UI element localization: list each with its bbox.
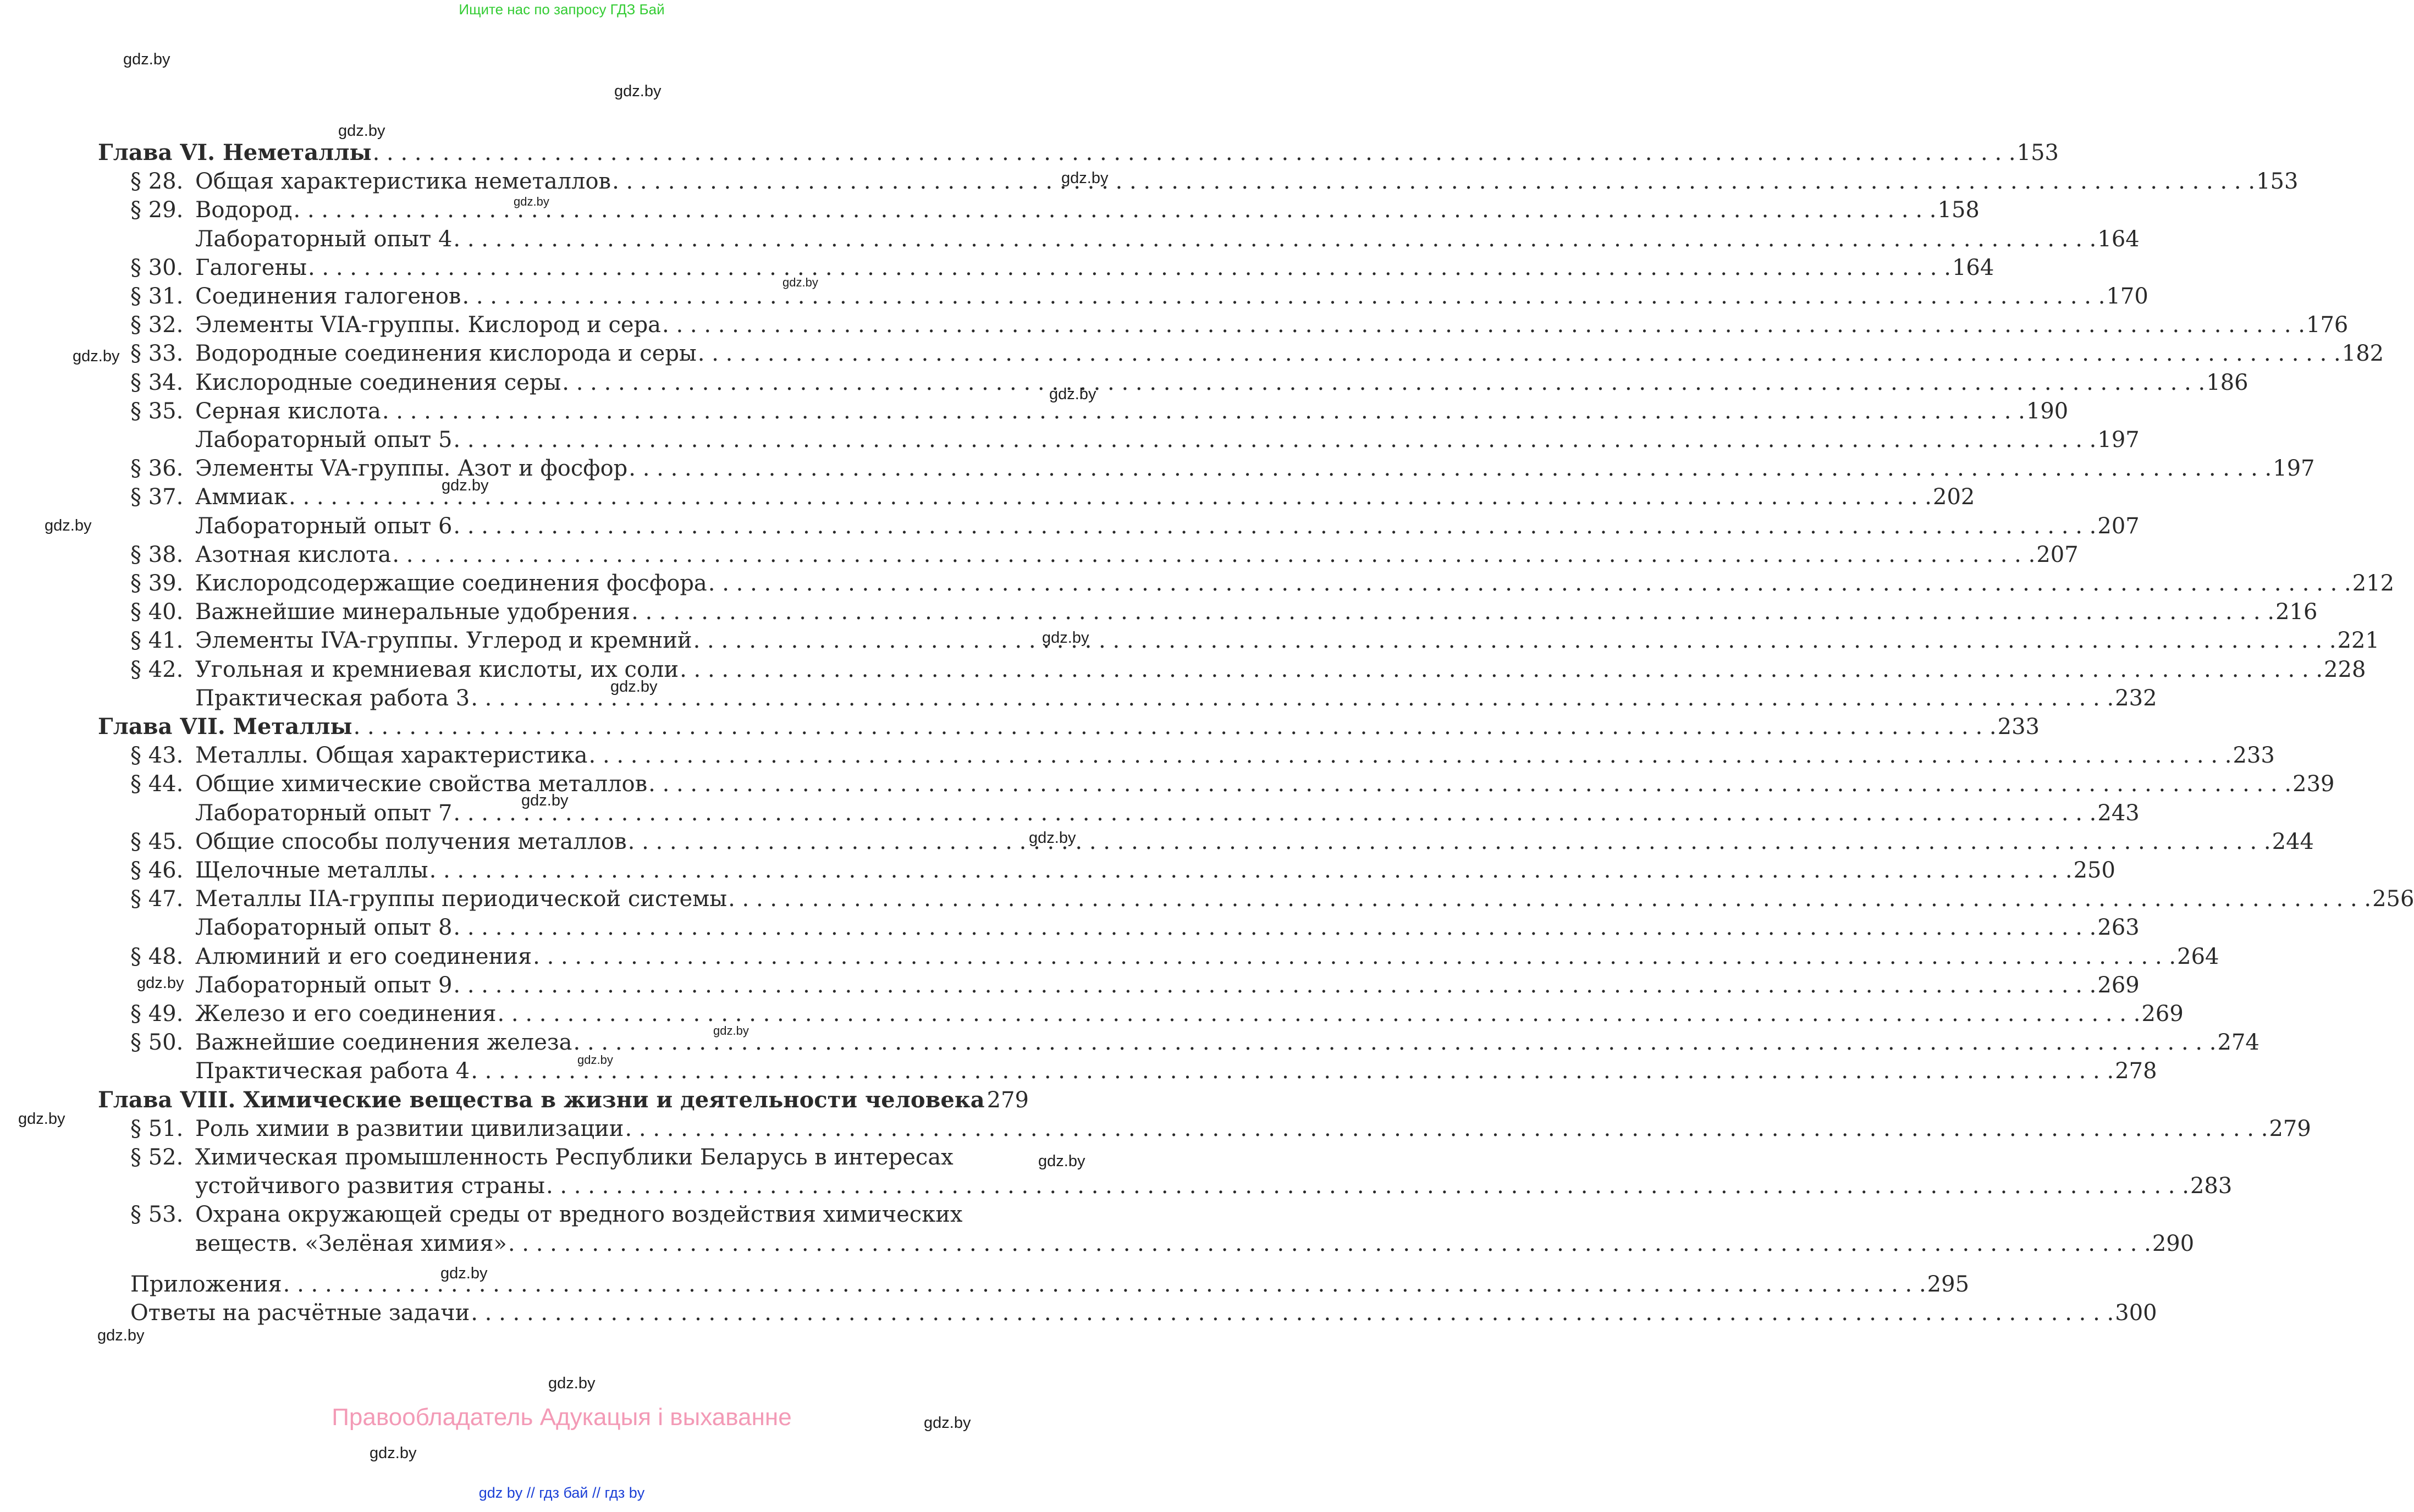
toc-leader-dots bbox=[612, 167, 2255, 196]
toc-entry-row[interactable] bbox=[0, 741, 2275, 770]
watermark: gdz.by bbox=[548, 1375, 596, 1392]
watermark: gdz.by bbox=[97, 1327, 145, 1344]
toc-leader-dots bbox=[589, 741, 2232, 770]
toc-leader-dots bbox=[648, 770, 2291, 798]
toc-page-number: 153 bbox=[2256, 169, 2299, 195]
top-banner[interactable]: Ищите нас по запросу ГДЗ Бай bbox=[459, 1, 665, 18]
toc-title: Металлы IIA-группы периодической системы bbox=[195, 886, 727, 912]
watermark: gdz.by bbox=[924, 1414, 971, 1432]
toc-page-number: 197 bbox=[2273, 456, 2315, 482]
toc-title: Железо и его соединения bbox=[195, 1001, 497, 1027]
toc-title: Практическая работа 3 bbox=[195, 685, 470, 711]
watermark: gdz.by bbox=[614, 82, 662, 100]
toc-section-number: § 42. bbox=[130, 656, 184, 682]
toc-section-number: § 53. bbox=[130, 1202, 184, 1228]
toc-entry-row[interactable] bbox=[0, 426, 2140, 454]
toc-leader-dots bbox=[382, 397, 2025, 426]
toc-title: Лабораторный опыт 9 bbox=[195, 972, 453, 998]
watermark: gdz.by bbox=[440, 1265, 488, 1282]
watermark: gdz.by bbox=[1061, 169, 1109, 187]
toc-page-number: 232 bbox=[2115, 685, 2157, 711]
toc-leader-dots bbox=[728, 885, 2371, 913]
toc-section-number: § 47. bbox=[130, 886, 184, 912]
toc-entry-row[interactable] bbox=[0, 1172, 2233, 1200]
toc-leader-dots bbox=[294, 196, 1937, 224]
toc-title: Лабораторный опыт 4 bbox=[195, 226, 453, 252]
toc-section-number: § 48. bbox=[130, 943, 184, 969]
toc-page-number: 164 bbox=[1952, 255, 1994, 280]
toc-entry-row[interactable] bbox=[0, 856, 2115, 885]
toc-entry-row[interactable] bbox=[0, 942, 2219, 971]
toc-page-number: 164 bbox=[2097, 226, 2140, 252]
toc-leader-dots bbox=[289, 483, 1932, 511]
toc-page-number: 221 bbox=[2337, 628, 2379, 654]
toc-entry-row[interactable] bbox=[0, 827, 2314, 856]
watermark: gdz.by bbox=[442, 477, 489, 494]
toc-section-number: § 44. bbox=[130, 771, 184, 797]
toc-page-number: 176 bbox=[2306, 312, 2349, 338]
toc-page-number: 279 bbox=[2269, 1116, 2311, 1141]
toc-title: Глава VIII. Химические вещества в жизни и деятельности человека bbox=[98, 1086, 985, 1113]
toc-entry-row[interactable] bbox=[0, 253, 1994, 282]
toc-page-number: 207 bbox=[2097, 513, 2140, 539]
toc-chapter-row[interactable] bbox=[0, 1086, 1123, 1114]
toc-title: Лабораторный опыт 8 bbox=[195, 915, 453, 941]
toc-entry-row[interactable] bbox=[0, 1143, 1123, 1172]
toc-title: Щелочные металлы bbox=[195, 858, 428, 883]
toc-page-number: 269 bbox=[2141, 1001, 2184, 1027]
toc-entry-row[interactable] bbox=[0, 368, 2248, 397]
toc-title: Элементы IVA-группы. Углерод и кремний bbox=[195, 628, 692, 654]
toc-entry-row[interactable] bbox=[0, 1299, 2157, 1327]
toc-chapter-row[interactable] bbox=[0, 713, 2040, 741]
toc-page-number: 278 bbox=[2115, 1058, 2157, 1084]
toc-title: Важнейшие соединения железа bbox=[195, 1030, 572, 1056]
toc-page-number: 250 bbox=[2073, 858, 2115, 883]
toc-title: Лабораторный опыт 7 bbox=[195, 800, 453, 826]
toc-entry-row[interactable] bbox=[0, 483, 1975, 511]
watermark: gdz.by bbox=[73, 347, 120, 365]
toc-title: Глава VII. Металлы bbox=[98, 714, 352, 740]
watermark: gdz.by bbox=[1029, 829, 1076, 847]
watermark: gdz.by bbox=[338, 122, 385, 140]
toc-page-number: 243 bbox=[2097, 800, 2140, 826]
toc-title: Угольная и кремниевая кислоты, их соли bbox=[195, 656, 679, 682]
toc-leader-dots bbox=[471, 1299, 2114, 1327]
toc-entry-row[interactable] bbox=[0, 196, 1980, 224]
toc-page-number: 153 bbox=[2016, 140, 2059, 165]
toc-section-number: § 41. bbox=[130, 628, 184, 654]
toc-leader-dots bbox=[625, 1114, 2268, 1143]
toc-leader-dots bbox=[546, 1172, 2189, 1200]
toc-entry-row[interactable] bbox=[0, 454, 2315, 483]
toc-leader-dots bbox=[453, 512, 2096, 540]
toc-entry-row[interactable] bbox=[0, 770, 2335, 798]
toc-section-number: § 34. bbox=[130, 369, 184, 395]
bottom-links[interactable]: gdz by // гдз бай // гдз by bbox=[478, 1485, 645, 1501]
toc-leader-dots bbox=[471, 1057, 2114, 1085]
toc-title: Аммиак bbox=[195, 484, 288, 510]
toc-section-number: § 32. bbox=[130, 312, 184, 338]
toc-leader-dots bbox=[453, 799, 2096, 827]
toc-leader-dots bbox=[392, 540, 2035, 569]
toc-entry-row[interactable] bbox=[0, 1000, 2184, 1028]
toc-entry-row[interactable] bbox=[0, 339, 2384, 368]
copyright-notice: Правообладатель Адукацыя і выхаванне bbox=[332, 1404, 792, 1431]
toc-entry-row[interactable] bbox=[0, 799, 2140, 827]
toc-entry-row[interactable] bbox=[0, 540, 2079, 569]
toc-leader-dots bbox=[693, 626, 2336, 655]
toc-leader-dots bbox=[533, 942, 2176, 971]
watermark: gdz.by bbox=[521, 792, 569, 809]
toc-leader-dots bbox=[708, 569, 2351, 598]
toc-page-number: 197 bbox=[2097, 427, 2140, 453]
toc-chapter-row[interactable] bbox=[0, 139, 2059, 167]
watermark: gdz.by bbox=[123, 51, 170, 68]
toc-title: Общие химические свойства металлов bbox=[195, 771, 648, 797]
toc-page-number: 158 bbox=[1937, 197, 1980, 223]
toc-leader-dots bbox=[354, 713, 1997, 741]
toc-entry-row[interactable] bbox=[0, 311, 2349, 339]
toc-leader-dots bbox=[308, 253, 1951, 282]
toc-entry-row[interactable] bbox=[0, 913, 2140, 942]
toc-section-number: § 28. bbox=[130, 169, 184, 195]
toc-entry-row[interactable] bbox=[0, 167, 2299, 196]
toc-title: Химическая промышленность Республики Беларусь в интересах bbox=[195, 1145, 954, 1170]
toc-leader-dots bbox=[497, 1000, 2140, 1028]
toc-title: Азотная кислота bbox=[195, 542, 392, 567]
toc-title: Охрана окружающей среды от вредного воздействия химических bbox=[195, 1202, 963, 1228]
toc-page-number: 233 bbox=[1997, 714, 2040, 740]
watermark: gdz.by bbox=[1049, 385, 1096, 403]
toc-page-number: 269 bbox=[2097, 972, 2140, 998]
toc-section-number: § 52. bbox=[130, 1145, 184, 1170]
toc-page-number: 264 bbox=[2177, 943, 2219, 969]
toc-section-number: § 30. bbox=[130, 255, 184, 280]
toc-page-number: 263 bbox=[2097, 915, 2140, 941]
toc-entry-row[interactable] bbox=[0, 282, 2148, 311]
watermark: gdz.by bbox=[137, 974, 184, 992]
toc-page-number: 207 bbox=[2036, 542, 2079, 567]
watermark: gdz.by bbox=[18, 1110, 65, 1128]
toc-leader-dots bbox=[283, 1270, 1926, 1299]
toc-leader-dots bbox=[680, 655, 2323, 684]
toc-page-number: 182 bbox=[2341, 341, 2384, 367]
toc-leader-dots bbox=[453, 426, 2096, 454]
toc-section-number: § 46. bbox=[130, 858, 184, 883]
toc-title: Ответы на расчётные задачи bbox=[130, 1300, 470, 1326]
toc-section-number: § 45. bbox=[130, 829, 184, 854]
toc-page-number: 239 bbox=[2292, 771, 2335, 797]
toc-entry-row[interactable] bbox=[0, 885, 2414, 913]
toc-page-number: 256 bbox=[2372, 886, 2414, 912]
toc-page-number: 279 bbox=[986, 1087, 1029, 1113]
toc-title: устойчивого развития страны bbox=[195, 1173, 545, 1199]
toc-page-number: 244 bbox=[2272, 829, 2314, 854]
toc-section-number: § 31. bbox=[130, 284, 184, 309]
toc-title: Элементы VIA-группы. Кислород и сера bbox=[195, 312, 662, 338]
toc-entry-row[interactable] bbox=[0, 655, 2366, 684]
watermark: gdz.by bbox=[1042, 629, 1089, 647]
toc-section-number: § 40. bbox=[130, 599, 184, 625]
toc-title: Глава VI. Неметаллы bbox=[98, 140, 372, 165]
watermark: gdz.by bbox=[370, 1444, 417, 1462]
toc-leader-dots bbox=[453, 913, 2096, 942]
toc-title: Кислородсодержащие соединения фосфора bbox=[195, 571, 707, 596]
toc-section-number: § 29. bbox=[130, 197, 184, 223]
toc-entry-row[interactable] bbox=[0, 598, 2318, 626]
toc-leader-dots bbox=[471, 684, 2114, 713]
toc-page-number: 300 bbox=[2115, 1300, 2157, 1326]
toc-leader-dots bbox=[574, 1028, 2217, 1057]
toc-section-number: § 49. bbox=[130, 1001, 184, 1027]
toc-section-number: § 38. bbox=[130, 542, 184, 567]
toc-section-number: § 39. bbox=[130, 571, 184, 596]
toc-title: Важнейшие минеральные удобрения bbox=[195, 599, 631, 625]
toc-title: Водород bbox=[195, 197, 293, 223]
toc-page-number: 202 bbox=[1933, 484, 1975, 510]
toc-title: Общие способы получения металлов bbox=[195, 829, 627, 854]
watermark: gdz.by bbox=[782, 275, 818, 289]
toc-entry-row[interactable] bbox=[0, 971, 2140, 1000]
toc-title: Лабораторный опыт 5 bbox=[195, 427, 453, 453]
toc-entry-row[interactable] bbox=[0, 626, 2379, 655]
toc-page-number: 212 bbox=[2352, 571, 2395, 596]
toc-leader-dots bbox=[562, 368, 2205, 397]
toc-leader-dots bbox=[662, 311, 2305, 339]
toc-section-number: § 50. bbox=[130, 1030, 184, 1056]
toc-section-number: § 51. bbox=[130, 1116, 184, 1141]
toc-title: Кислородные соединения серы bbox=[195, 369, 561, 395]
toc-entry-row[interactable] bbox=[0, 684, 2157, 713]
toc-entry-row[interactable] bbox=[0, 1270, 1970, 1299]
toc-title: Приложения bbox=[130, 1271, 282, 1297]
toc-entry-row[interactable] bbox=[0, 1200, 1123, 1229]
toc-title: Роль химии в развитии цивилизации bbox=[195, 1116, 624, 1141]
toc-title: Серная кислота bbox=[195, 398, 381, 424]
toc-leader-dots bbox=[628, 827, 2271, 856]
toc-leader-dots bbox=[453, 225, 2096, 253]
toc-page-number: 216 bbox=[2275, 599, 2318, 625]
toc-title: Металлы. Общая характеристика bbox=[195, 743, 588, 769]
toc-leader-dots bbox=[429, 856, 2073, 885]
toc-entry-row[interactable] bbox=[0, 1229, 2195, 1258]
watermark: gdz.by bbox=[577, 1053, 613, 1067]
watermark: gdz.by bbox=[610, 678, 658, 696]
toc-section-number: § 35. bbox=[130, 398, 184, 424]
toc-page-number: 295 bbox=[1927, 1271, 1970, 1297]
toc-page-number: 283 bbox=[2190, 1173, 2233, 1199]
toc-title: Лабораторный опыт 6 bbox=[195, 513, 453, 539]
toc-page-number: 190 bbox=[2026, 398, 2069, 424]
toc-entry-row[interactable] bbox=[0, 1028, 2259, 1057]
toc-section-number: § 43. bbox=[130, 743, 184, 769]
toc-title: Элементы VA-группы. Азот и фосфор bbox=[195, 456, 628, 482]
toc-leader-dots bbox=[508, 1229, 2151, 1258]
toc-section-number: § 36. bbox=[130, 456, 184, 482]
toc-title: веществ. «Зелёная химия» bbox=[195, 1230, 507, 1256]
toc-entry-row[interactable] bbox=[0, 512, 2140, 540]
toc-entry-row[interactable] bbox=[0, 1114, 2311, 1143]
toc-page-number: 290 bbox=[2152, 1230, 2195, 1256]
toc-title: Алюминий и его соединения bbox=[195, 943, 532, 969]
toc-leader-dots bbox=[453, 971, 2096, 1000]
toc-title: Общая характеристика неметаллов bbox=[195, 169, 611, 195]
toc-leader-dots bbox=[631, 598, 2274, 626]
watermark: gdz.by bbox=[514, 195, 549, 208]
toc-entry-row[interactable] bbox=[0, 569, 2395, 598]
toc-section-number: § 37. bbox=[130, 484, 184, 510]
toc-title: Соединения галогенов bbox=[195, 284, 461, 309]
toc-entry-row[interactable] bbox=[0, 1057, 2157, 1085]
toc-title: Практическая работа 4 bbox=[195, 1058, 470, 1084]
toc-section-number: § 33. bbox=[130, 341, 184, 367]
watermark: gdz.by bbox=[1038, 1152, 1085, 1170]
watermark: gdz.by bbox=[45, 517, 92, 534]
toc-page-number: 186 bbox=[2206, 369, 2248, 395]
toc-entry-row[interactable] bbox=[0, 225, 2140, 253]
toc-page-number: 274 bbox=[2217, 1030, 2259, 1056]
toc-page-number: 170 bbox=[2106, 284, 2148, 309]
toc-leader-dots bbox=[698, 339, 2341, 368]
toc-title: Галогены bbox=[195, 255, 307, 280]
toc-entry-row[interactable] bbox=[0, 397, 2069, 426]
toc-leader-dots bbox=[373, 139, 2016, 167]
toc-page-number: 228 bbox=[2324, 656, 2366, 682]
toc-page-number: 233 bbox=[2233, 743, 2275, 769]
watermark: gdz.by bbox=[713, 1024, 749, 1038]
toc-title: Водородные соединения кислорода и серы bbox=[195, 341, 697, 367]
toc-leader-dots bbox=[462, 282, 2105, 311]
toc-leader-dots bbox=[629, 454, 2272, 483]
